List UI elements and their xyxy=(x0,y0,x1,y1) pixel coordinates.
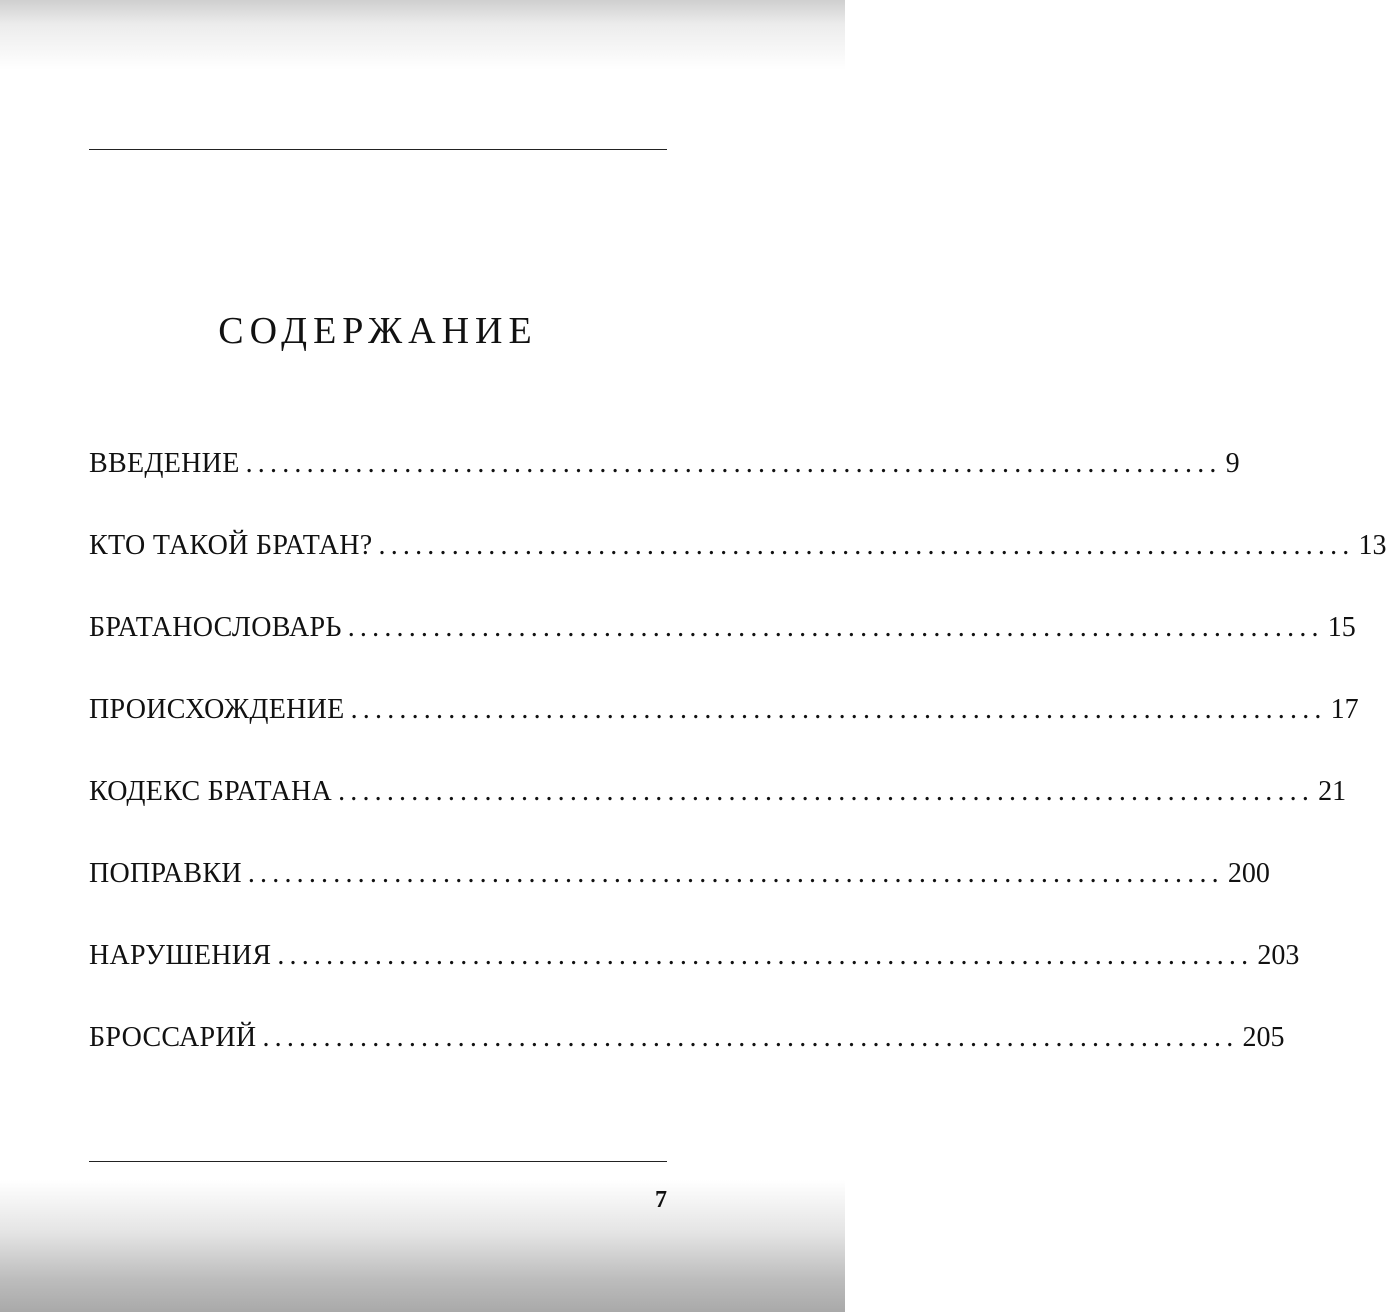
scan-shadow-bottom xyxy=(0,1180,845,1312)
toc-entry-page: 17 xyxy=(1330,694,1359,725)
bottom-rule xyxy=(89,1161,667,1162)
toc-entry-page: 205 xyxy=(1242,1022,1285,1053)
toc-entry-label: ВВЕДЕНИЕ xyxy=(89,448,240,479)
page-title: СОДЕРЖАНИЕ xyxy=(218,310,538,353)
toc-dot-leader: ................................................................................ xyxy=(277,940,1254,971)
toc-entry-violations[interactable] xyxy=(89,938,1300,1020)
toc-entry-page: 21 xyxy=(1318,776,1347,807)
toc-entry-label: НАРУШЕНИЯ xyxy=(89,940,272,971)
toc-entry-origin[interactable] xyxy=(89,692,1359,774)
toc-entry-dictionary[interactable] xyxy=(89,610,1356,692)
table-of-contents xyxy=(89,446,1387,1102)
toc-entry-label: БРАТАНОСЛОВАРЬ xyxy=(89,612,342,643)
toc-dot-leader: ................................................................................ xyxy=(350,694,1327,725)
toc-entry-who-is-bro[interactable] xyxy=(89,528,1387,610)
page-number: 7 xyxy=(655,1187,667,1213)
toc-entry-page: 15 xyxy=(1327,612,1356,643)
toc-entry-label: ПОПРАВКИ xyxy=(89,858,242,889)
toc-dot-leader: ................................................................................ xyxy=(245,448,1222,479)
toc-dot-leader: ................................................................................ xyxy=(378,530,1355,561)
toc-dot-leader: ................................................................................ xyxy=(247,858,1224,889)
toc-entry-label: КТО ТАКОЙ БРАТАН? xyxy=(89,530,373,561)
toc-entry-label: ПРОИСХОЖДЕНИЕ xyxy=(89,694,345,725)
toc-entry-glossary[interactable] xyxy=(89,1020,1285,1102)
toc-dot-leader: ................................................................................ xyxy=(338,776,1315,807)
toc-entry-introduction[interactable] xyxy=(89,446,1240,528)
toc-entry-page: 200 xyxy=(1227,858,1270,889)
toc-entry-code[interactable] xyxy=(89,774,1347,856)
toc-entry-page: 13 xyxy=(1358,530,1387,561)
toc-dot-leader: ................................................................................ xyxy=(347,612,1324,643)
toc-entry-label: КОДЕКС БРАТАНА xyxy=(89,776,333,807)
toc-entry-amendments[interactable] xyxy=(89,856,1270,938)
top-rule xyxy=(89,149,667,150)
scan-shadow-top xyxy=(0,0,845,70)
toc-dot-leader: ................................................................................ xyxy=(262,1022,1239,1053)
toc-entry-label: БРОССАРИЙ xyxy=(89,1022,257,1053)
toc-entry-page: 203 xyxy=(1257,940,1300,971)
toc-entry-page: 9 xyxy=(1225,448,1240,479)
